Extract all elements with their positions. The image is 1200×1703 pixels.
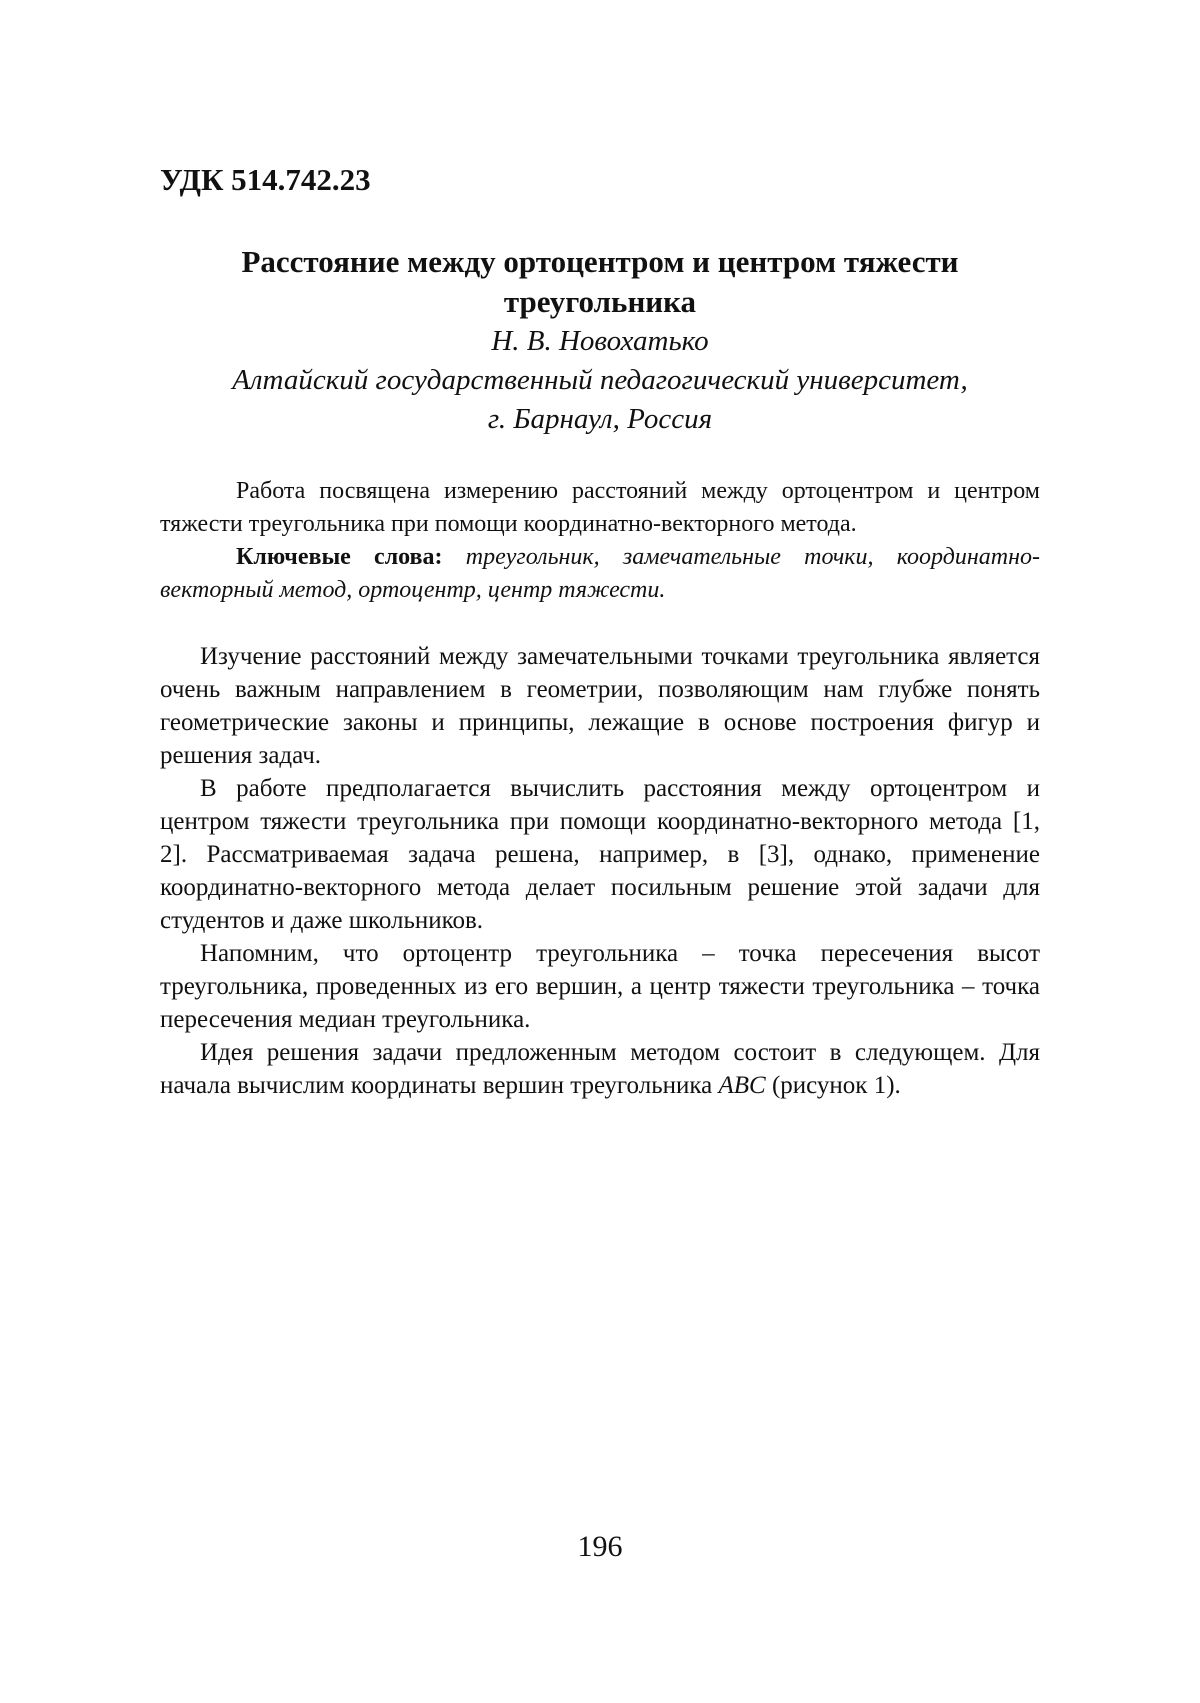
body-paragraph-1: Изучение расстояний между замечательными точками треугольника является очень важным направлением в геометрии, позволяющим нам глубже понять геометрические законы и принципы, лежащие в основе построения фигур и решения задач.	[160, 643, 1040, 769]
abstract-section	[160, 475, 1040, 607]
article-body	[160, 640, 1040, 1102]
author-name: Н. В. Новохатько	[491, 325, 709, 357]
triangle-name: ABC	[718, 1072, 766, 1099]
page-number: 196	[577, 1530, 623, 1563]
keywords-label: Ключевые слова:	[236, 544, 443, 570]
article-title	[160, 242, 1040, 322]
figure-reference: (рисунок 1).	[771, 1072, 901, 1099]
affiliation-line-2: г. Барнаул, Россия	[487, 403, 713, 435]
udk-code: УДК 514.742.23	[160, 162, 371, 197]
page-content	[160, 160, 1040, 1102]
affiliation-line-1: Алтайский государственный педагогический университет,	[232, 364, 968, 396]
author-block	[160, 322, 1040, 439]
article-title-line-2: треугольника	[503, 284, 697, 319]
abstract-text: Работа посвящена измерению расстояний между ортоцентром и центром тяжести треугольника при помощи координатно-векторного метода.	[160, 478, 1040, 537]
keywords-paragraph	[160, 541, 1040, 607]
body-paragraph-4	[160, 1036, 1040, 1102]
body-paragraph-2: В работе предполагается вычислить расстояния между ортоцентром и центром тяжести треугольника при помощи координатно-векторного метода [1, 2]. Рассматриваемая задача решена, например, в [3], однако, применение координатно-векторного метода делает посильным решение этой задачи для студентов и даже школьников.	[160, 775, 1040, 934]
article-title-line-1: Расстояние между ортоцентром и центром тяжести	[241, 244, 959, 279]
body-paragraph-3: Напомним, что ортоцентр треугольника – точка пересечения высот треугольника, проведенных из его вершин, а центр тяжести треугольника – точка пересечения медиан треугольника.	[160, 940, 1040, 1033]
keywords-list: треугольник, замечательные точки, координатно-векторный метод, ортоцентр, центр тяжести.	[160, 544, 1040, 603]
body-paragraph-4-text: Идея решения задачи предложенным методом состоит в следующем. Для начала вычислим координаты вершин треугольника	[160, 1039, 1040, 1099]
